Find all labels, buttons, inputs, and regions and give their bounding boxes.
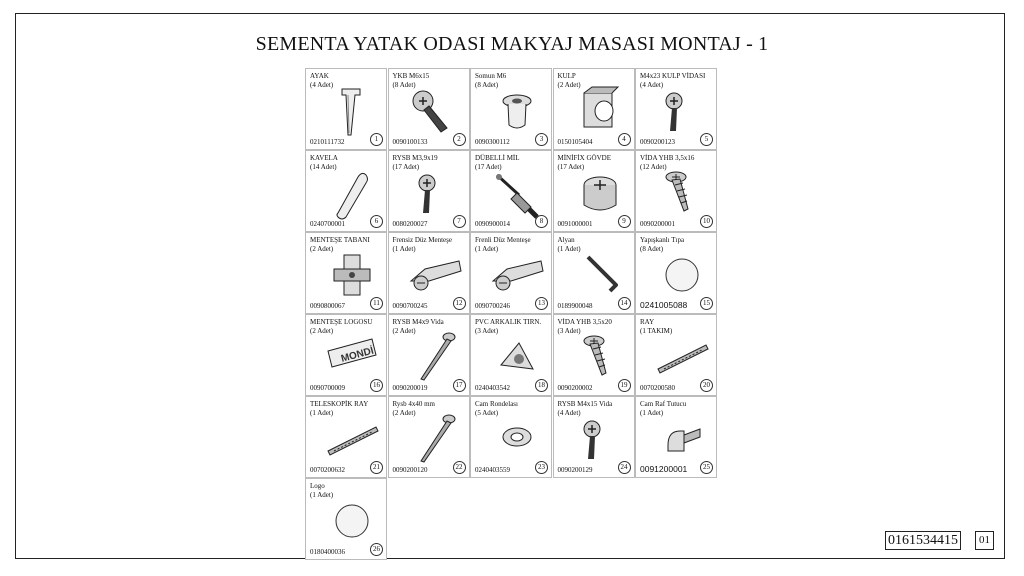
part-code: 0241005088 (640, 300, 688, 310)
part-code: 0090200120 (392, 466, 428, 474)
minifix-icon (572, 165, 628, 221)
part-cell (470, 314, 552, 396)
part-cell (635, 68, 717, 150)
part-code: 0090900014 (475, 220, 510, 228)
part-quantity: (17 Adet) (475, 163, 502, 171)
part-cell (553, 150, 635, 232)
furniture-leg-icon (324, 83, 380, 139)
part-name: RAY (640, 318, 655, 326)
part-number: 6 (370, 215, 383, 228)
part-code: 0090700009 (310, 384, 345, 392)
rail-icon (654, 329, 710, 385)
part-number: 11 (370, 297, 383, 310)
part-name: Yapışkanlı Tıpa (640, 236, 685, 244)
part-number: 3 (535, 133, 548, 146)
part-quantity: (12 Adet) (640, 163, 667, 171)
part-cell (388, 150, 470, 232)
logo-plate-icon (324, 329, 380, 385)
cap-icon (324, 493, 380, 549)
part-quantity: (2 Adet) (310, 245, 334, 253)
part-name: M4x23 KULP VİDASI (640, 72, 706, 80)
part-number: 22 (453, 461, 466, 474)
part-name: Logo (310, 482, 325, 490)
part-cell (305, 150, 387, 232)
bolt-icon (407, 83, 463, 139)
part-name: KAVELA (310, 154, 338, 162)
part-name: MENTEŞE TABANI (310, 236, 370, 244)
part-quantity: (8 Adet) (475, 81, 499, 89)
part-quantity: (1 Adet) (310, 491, 334, 499)
part-quantity: (1 Adet) (310, 409, 334, 417)
part-cell (305, 314, 387, 396)
part-quantity: (1 TAKIM) (640, 327, 673, 335)
part-cell (635, 396, 717, 478)
clip-icon (489, 329, 545, 385)
part-number: 21 (370, 461, 383, 474)
cam-bolt-icon (489, 165, 545, 221)
part-number: 15 (700, 297, 713, 310)
shelf-support-icon (654, 411, 710, 467)
cap-icon (654, 247, 710, 303)
part-cell (388, 314, 470, 396)
part-number: 13 (535, 297, 548, 310)
part-cell (305, 396, 387, 478)
part-name: Frensiz Düz Menteşe (392, 236, 452, 244)
page-number: 01 (975, 531, 994, 550)
part-name: KULP (557, 72, 576, 80)
part-code: 0180400036 (310, 548, 345, 556)
part-code: 0240403559 (475, 466, 510, 474)
part-name: Alyan (557, 236, 575, 244)
part-cell (553, 68, 635, 150)
part-cell (388, 68, 470, 150)
part-quantity: (17 Adet) (392, 163, 420, 171)
part-name: VİDA YHB 3,5x20 (557, 318, 612, 326)
wood-screw-icon (654, 165, 710, 221)
part-code: 0091200001 (640, 464, 688, 474)
part-cell (305, 478, 387, 560)
part-code: 0090100133 (392, 138, 428, 146)
part-code: 0240403542 (475, 384, 510, 392)
washer-icon (489, 411, 545, 467)
part-cell (635, 150, 717, 232)
part-number: 14 (618, 297, 631, 310)
part-name: VİDA YHB 3,5x16 (640, 154, 695, 162)
part-cell (553, 314, 635, 396)
part-name: Cam Raf Tutucu (640, 400, 687, 408)
part-code: 0080200027 (392, 220, 428, 228)
part-number: 19 (618, 379, 631, 392)
part-code: 0090200001 (640, 220, 675, 228)
part-code: 0090200019 (392, 384, 428, 392)
part-code: 0150105404 (557, 138, 593, 146)
part-name: Rysb 4x40 mm (392, 400, 436, 408)
part-number: 7 (453, 215, 466, 228)
part-quantity: (1 Adet) (557, 245, 581, 253)
part-number: 16 (370, 379, 383, 392)
part-cell (635, 232, 717, 314)
part-number: 24 (618, 461, 631, 474)
document-number: 0161534415 (885, 531, 961, 550)
handle-icon (572, 83, 628, 139)
part-code: 0189900048 (557, 302, 593, 310)
part-name: MİNİFİX GÖVDE (557, 154, 611, 162)
part-quantity: (2 Adet) (310, 327, 334, 335)
part-name: PVC ARKALIK TIRN. (475, 318, 542, 326)
part-cell (305, 232, 387, 314)
part-code: 0240700001 (310, 220, 345, 228)
part-quantity: (3 Adet) (475, 327, 499, 335)
part-name: YKB M6x15 (392, 72, 430, 80)
part-code: 0070200632 (310, 466, 345, 474)
part-name: TELESKOPİK RAY (310, 400, 369, 408)
part-quantity: (1 Adet) (475, 245, 499, 253)
part-number: 9 (618, 215, 631, 228)
hinge-plate-icon (324, 247, 380, 303)
screw-icon (572, 411, 628, 467)
part-quantity: (2 Adet) (557, 81, 581, 89)
part-code: 0090700246 (475, 302, 510, 310)
page-title: SEMENTA YATAK ODASI MAKYAJ MASASI MONTAJ - 1 (255, 33, 769, 55)
dowel-icon (324, 165, 380, 221)
part-code: 0090300112 (475, 138, 510, 146)
part-name: RYSB M3,9x19 (392, 154, 438, 162)
part-number: 26 (370, 543, 383, 556)
part-number: 25 (700, 461, 713, 474)
part-quantity: (1 Adet) (640, 409, 664, 417)
part-quantity: (4 Adet) (640, 81, 664, 89)
part-number: 10 (700, 215, 713, 228)
part-cell (305, 68, 387, 150)
part-number: 2 (453, 133, 466, 146)
part-code: 0070200580 (640, 384, 675, 392)
part-code: 0090700245 (392, 302, 428, 310)
part-cell (553, 232, 635, 314)
part-quantity: (8 Adet) (640, 245, 664, 253)
part-code: 0090200129 (557, 466, 593, 474)
wood-screw-icon (572, 329, 628, 385)
part-number: 20 (700, 379, 713, 392)
part-number: 23 (535, 461, 548, 474)
part-quantity: (4 Adet) (557, 409, 581, 417)
part-code: 0090200123 (640, 138, 675, 146)
part-quantity: (2 Adet) (392, 327, 416, 335)
hinge-icon (489, 247, 545, 303)
part-code: 0090200002 (557, 384, 593, 392)
part-code: 0091000001 (557, 220, 593, 228)
parts-grid (305, 68, 718, 556)
part-number: 17 (453, 379, 466, 392)
part-name: Somun M6 (475, 72, 507, 80)
part-cell (470, 396, 552, 478)
screw-icon (407, 165, 463, 221)
part-quantity: (14 Adet) (310, 163, 337, 171)
part-code: 0090800067 (310, 302, 345, 310)
part-cell (470, 232, 552, 314)
part-quantity: (4 Adet) (310, 81, 334, 89)
part-quantity: (2 Adet) (392, 409, 416, 417)
nut-insert-icon (489, 83, 545, 139)
rail-icon (324, 411, 380, 467)
part-quantity: (5 Adet) (475, 409, 499, 417)
long-screw-icon (407, 329, 463, 385)
part-number: 12 (453, 297, 466, 310)
part-number: 8 (535, 215, 548, 228)
part-cell (388, 396, 470, 478)
part-quantity: (1 Adet) (392, 245, 416, 253)
part-name: AYAK (310, 72, 329, 80)
part-number: 1 (370, 133, 383, 146)
part-name: RYSB M4x9 Vida (392, 318, 444, 326)
part-quantity: (17 Adet) (557, 163, 585, 171)
long-screw-icon (407, 411, 463, 467)
hinge-icon (407, 247, 463, 303)
allen-key-icon (572, 247, 628, 303)
part-quantity: (3 Adet) (557, 327, 581, 335)
part-cell (470, 150, 552, 232)
part-number: 18 (535, 379, 548, 392)
part-name: Frenli Düz Menteşe (475, 236, 531, 244)
part-name: RYSB M4x15 Vida (557, 400, 613, 408)
part-number: 4 (618, 133, 631, 146)
svg-text:MONDİ: MONDİ (339, 345, 375, 365)
part-cell (388, 232, 470, 314)
part-name: DÜBELLİ MİL (475, 154, 520, 162)
part-quantity: (8 Adet) (392, 81, 416, 89)
part-code: 0210111732 (310, 138, 345, 146)
part-cell (470, 68, 552, 150)
part-name: Cam Rondelası (475, 400, 518, 408)
part-number: 5 (700, 133, 713, 146)
part-name: MENTEŞE LOGOSU (310, 318, 373, 326)
part-cell (635, 314, 717, 396)
screw-icon (654, 83, 710, 139)
part-cell (553, 396, 635, 478)
